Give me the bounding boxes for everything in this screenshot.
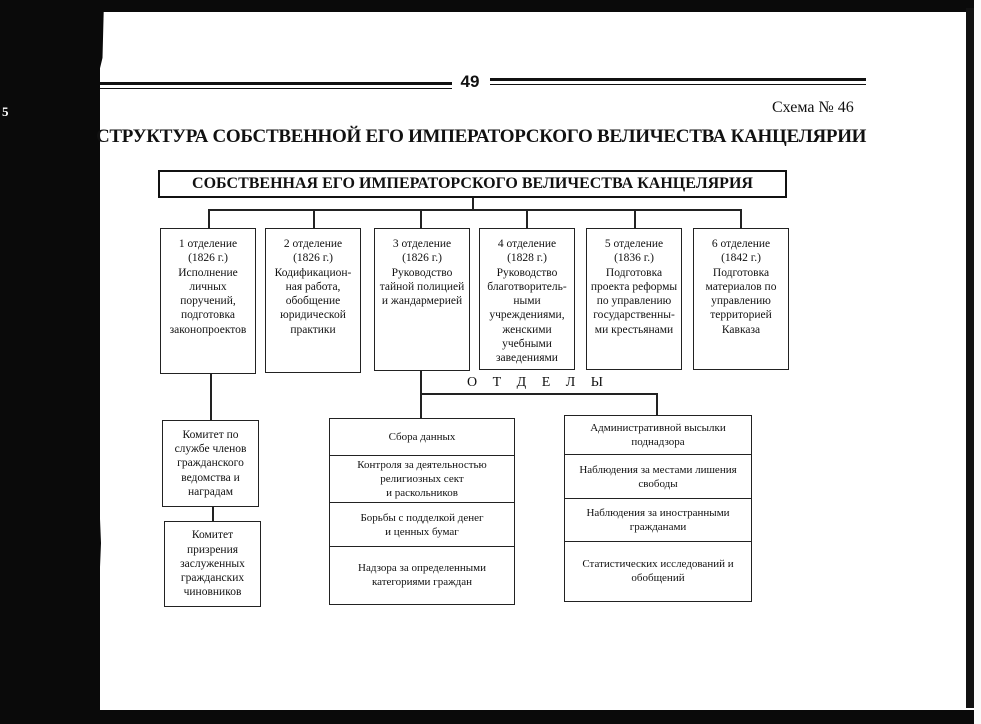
dept-line: Кодификацион- [274, 266, 352, 279]
connector-dept-5 [634, 209, 636, 228]
dept-line: управлению [711, 295, 771, 308]
section-counterfeit [330, 503, 514, 547]
dept-line: практики [290, 323, 336, 336]
scan-shadow-left [0, 0, 100, 724]
committee-welfare-box [164, 521, 261, 607]
dept-year: (1826 г.) [188, 252, 228, 265]
dept-year: (1826 г.) [293, 252, 333, 265]
section-administrative-exile [565, 416, 751, 455]
dept-line: государственны- [593, 309, 675, 322]
dept-line: Подготовка [605, 266, 663, 279]
dept-name: 4 отделение [497, 238, 557, 250]
committee-line: чиновников [183, 586, 242, 599]
committee-line: гражданских [180, 572, 245, 585]
margin-mark: 5 [2, 104, 9, 119]
dept-year: (1842 г.) [721, 252, 761, 265]
section-religious-sects [330, 456, 514, 503]
dept-year: (1828 г.) [507, 252, 547, 265]
dept-line: подготовка [180, 309, 236, 322]
scan-shadow-left-edge [86, 0, 116, 724]
header-rule-right [490, 78, 866, 81]
committee-civil-service-box [162, 420, 259, 507]
dept-name: 6 отделение [711, 238, 771, 250]
section-line: обобщений [631, 572, 685, 584]
section-line: и раскольников [386, 487, 458, 499]
dept-line: Руководство [391, 266, 453, 279]
connector-dept-1 [208, 209, 210, 228]
section-line: Контроля за деятельностью [357, 459, 487, 471]
section-line: Статистических исследований и [582, 558, 734, 570]
header-rule-left [100, 82, 452, 85]
dept-line: учебными [502, 338, 552, 351]
connector-dept-3 [420, 209, 422, 228]
committee-line: службе членов [174, 443, 247, 456]
root-chancellery-box [158, 170, 787, 198]
dept-line: поручений, [180, 295, 236, 308]
dept-line: обобщение [285, 295, 341, 308]
dept-name: 3 отделение [392, 238, 452, 250]
section-line: Сбора данных [388, 431, 456, 443]
scheme-number: Схема № 46 [772, 99, 854, 116]
section-line: Надзора за определенными [358, 562, 486, 574]
root-label: СОБСТВЕННАЯ ЕГО ИМПЕРАТОРСКОГО ВЕЛИЧЕСТВА КАНЦЕЛЯРИЯ [192, 175, 753, 192]
section-line: Наблюдения за местами лишения [579, 463, 737, 476]
section-line: Административной высылки [590, 422, 726, 434]
department-3-box [374, 228, 470, 371]
dept-line: заведениями [496, 352, 558, 365]
page-title: СТРУКТУРА СОБСТВЕННОЙ ЕГО ИМПЕРАТОРСКОГО ВЕЛИЧЕСТВА КАНЦЕЛЯРИИ [96, 126, 867, 147]
sections-right-stack [564, 415, 752, 602]
dept-name: 1 отделение [178, 238, 238, 250]
committee-line: наградам [187, 485, 234, 498]
section-line: свободы [638, 477, 678, 490]
dept-line: по управлению [596, 295, 672, 308]
sections-label: О Т Д Е Л Ы [467, 375, 609, 390]
section-line: религиозных сект [380, 473, 464, 485]
connector-dept-4 [526, 209, 528, 228]
section-statistics [565, 542, 751, 600]
dept-line: материалов по [705, 280, 777, 293]
dept-line: территорией [710, 309, 772, 322]
department-6-box [693, 228, 789, 370]
committee-line: Комитет по [182, 428, 239, 441]
dept-line: учреждениями, [489, 309, 565, 322]
dept-year: (1826 г.) [402, 252, 442, 265]
dept-line: тайной полицией [379, 280, 465, 293]
department-2-box [265, 228, 361, 373]
dept-line: личных [189, 280, 227, 293]
connector-dept3-sections [420, 371, 422, 418]
section-line: Наблюдения за иностранными [586, 507, 730, 519]
scan-shadow-right [966, 8, 974, 708]
section-places-of-detention [565, 455, 751, 499]
committee-line: ведомства и [181, 471, 240, 484]
committee-line: призрения [186, 543, 239, 556]
department-5-box [586, 228, 682, 370]
section-line: поднадзора [631, 436, 685, 448]
section-line: категориями граждан [371, 576, 473, 588]
dept-line: Руководство [496, 266, 558, 279]
connector-dept1-committee [210, 374, 212, 420]
scan-shadow-top [0, 0, 981, 12]
connector-dept-2 [313, 209, 315, 228]
dept-name: 2 отделение [283, 238, 343, 250]
dept-line: благотворитель- [487, 280, 567, 293]
section-line: Борьбы с подделкой денег [360, 511, 484, 524]
committee-line: Комитет [191, 529, 234, 542]
dept-line: ми крестьянами [594, 323, 674, 336]
dept-line: юридической [280, 309, 346, 322]
dept-line: ная работа, [285, 280, 341, 293]
header-rule-left-thin [100, 88, 452, 89]
section-surveillance-categories [330, 547, 514, 603]
section-foreign-citizens [565, 499, 751, 542]
committee-line: гражданского [177, 457, 244, 470]
connector-sections-right [656, 393, 658, 415]
department-1-box [160, 228, 256, 374]
dept-line: и жандармерией [381, 295, 463, 308]
dept-line: проекта реформы [590, 280, 678, 293]
connector-dept-6 [740, 209, 742, 228]
dept-line: Кавказа [721, 323, 761, 336]
department-4-box [479, 228, 575, 370]
connector-committee-2 [212, 507, 214, 521]
scan-shadow-bottom [0, 710, 981, 724]
dept-line: законопроектов [169, 323, 247, 336]
dept-line: Исполнение [178, 266, 238, 279]
dept-name: 5 отделение [604, 238, 664, 250]
connector-sections-bus [420, 393, 657, 395]
connector-departments-bus [208, 209, 742, 211]
page-number: 49 [460, 72, 480, 91]
dept-year: (1836 г.) [614, 252, 654, 265]
header-rule-right-thin [490, 84, 866, 85]
scan-outside-right [974, 0, 981, 724]
sections-left-stack [329, 418, 515, 605]
section-line: и ценных бумаг [385, 525, 459, 538]
dept-line: ными [513, 295, 541, 308]
dept-line: Подготовка [712, 266, 770, 279]
committee-line: заслуженных [180, 557, 245, 570]
section-line: гражданами [629, 521, 687, 533]
section-data-collection [330, 419, 514, 456]
dept-line: женскими [502, 323, 552, 336]
